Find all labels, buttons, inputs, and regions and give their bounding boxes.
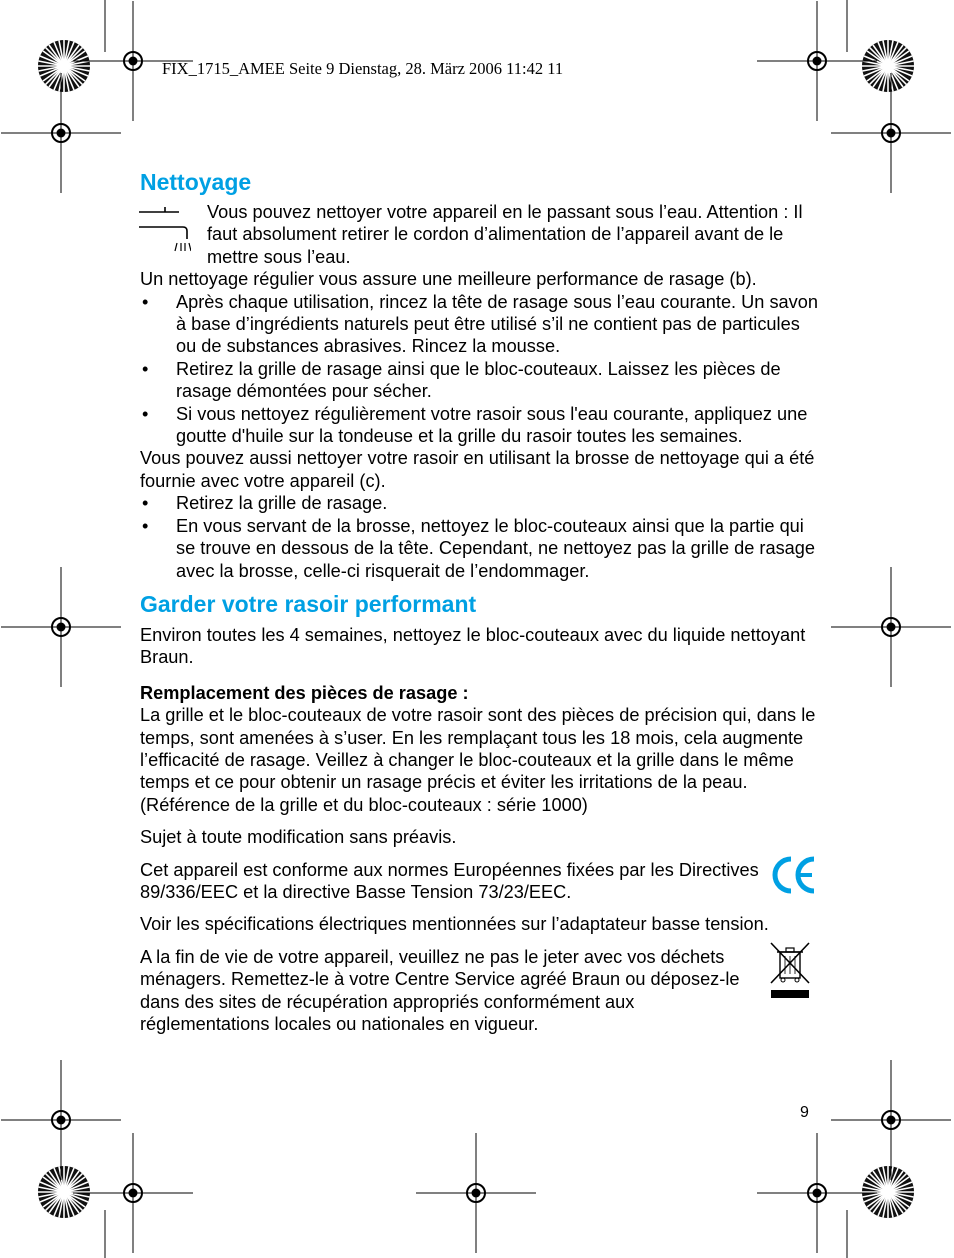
registration-mark-icon [416, 1133, 536, 1253]
list-item: • Si vous nettoyez régulièrement votre rasoir sous l'eau courante, appliquez une goutte d'huile sur la tondeuse et la grille du rasoir toutes les semaines. [142, 403, 808, 447]
bullet-icon: • [142, 358, 149, 379]
star-target-icon [38, 1166, 90, 1218]
print-header: FIX_1715_AMEE Seite 9 Dienstag, 28. März 2006 11:42 11 [162, 59, 564, 78]
bullet-icon: • [142, 515, 149, 536]
electrical-text: Voir les spécifications électriques mentionnées sur l’adaptateur basse tension. [140, 914, 769, 935]
list-item: • Retirez la grille de rasage ainsi que le bloc-couteaux. Laissez les pièces de rasage démontées pour sécher. [142, 358, 781, 402]
registration-mark-icon [1, 1060, 121, 1180]
disposal-block [140, 946, 820, 1036]
registration-mark-icon [831, 1060, 951, 1180]
ce-mark-icon [770, 855, 816, 895]
conformity-text: Cet appareil est conforme aux normes Européennes fixées par les Directives 89/336/EEC et la directive Basse Tension 73/23/EEC. [140, 859, 759, 902]
list-item: • Retirez la grille de rasage. [142, 493, 388, 514]
cleaning-paragraph: Un nettoyage régulier vous assure une meilleure performance de rasage (b). [140, 269, 757, 290]
cleaning-brush-list [140, 492, 820, 582]
bullet-icon: • [142, 403, 149, 424]
star-target-icon [862, 1166, 914, 1218]
replacement-heading: Remplacement des pièces de rasage : [140, 682, 469, 703]
registration-mark-icon [831, 73, 951, 193]
cleaning-bullet-list [140, 291, 820, 448]
crossed-bin-icon [768, 938, 812, 1002]
replacement-text: La grille et le bloc-couteaux de votre rasoir sont des pièces de précision qui, dans le temps, sont amenées à s’user. En les remplaçant tous les 18 mois, cela augmente l’efficacité de rasage. Veillez à changer le bloc-couteaux et la grille dans le même temps et ce pour obtenir un rasage précis et éviter les irritations de la peau. (Référence de la grille et du bloc-couteaux : série 1000) [140, 705, 816, 815]
bullet-icon: • [142, 493, 149, 514]
registration-mark-icon [757, 1133, 877, 1253]
registration-mark-icon [757, 1, 877, 121]
registration-mark-icon [1, 73, 121, 193]
list-item: • Après chaque utilisation, rincez la tête de rasage sous l’eau courante. Un savon à base d’ingrédients naturels peut être utilisé s’il ne contient pas de particules ou de substances abrasives. Rincez la mousse. [142, 291, 818, 357]
registration-mark-icon [831, 567, 951, 687]
cleaning-brush-paragraph: Vous pouvez aussi nettoyer votre rasoir en utilisant la brosse de nettoyage qui a été fournie avec votre appareil (c). [140, 448, 815, 491]
notice-text: Sujet à toute modification sans préavis. [140, 827, 457, 848]
registration-mark-icon [73, 1133, 193, 1253]
cleaning-intro [140, 201, 820, 268]
bullet-icon: • [142, 291, 149, 312]
disposal-text: A la fin de vie de votre appareil, veuillez ne pas le jeter avec vos déchets ménagers. Remettez-le à votre Centre Service agréé Braun ou déposez-le dans des sites de récupération appropriés conformément aux réglementations locales ou nationales en vigueur. [140, 946, 740, 1034]
maintenance-paragraph: Environ toutes les 4 semaines, nettoyez le bloc-couteaux avec du liquide nettoyant Braun. [140, 624, 806, 668]
star-target-icon [862, 40, 914, 92]
list-item: • En vous servant de la brosse, nettoyez le bloc-couteaux ainsi que la partie qui se trouve en dessous de la tête. Cependant, ne nettoyez pas la grille de rasage avec la brosse, celle-ci risquerait de l’endommager. [142, 515, 816, 581]
faucet-icon [139, 207, 191, 255]
conformity-block [140, 859, 820, 904]
section-title-maintenance: Garder votre rasoir performant [140, 590, 477, 617]
section-title-cleaning: Nettoyage [140, 169, 252, 195]
page-content [140, 168, 820, 1035]
registration-mark-icon [1, 567, 121, 687]
cleaning-intro-text: Vous pouvez nettoyer votre appareil en le passant sous l’eau. Attention : Il faut absolument retirer le cordon d’alimentation de l’appareil avant de le mettre sous l’eau. [207, 202, 803, 267]
page-number: 9 [800, 1104, 809, 1121]
star-target-icon [38, 40, 90, 92]
